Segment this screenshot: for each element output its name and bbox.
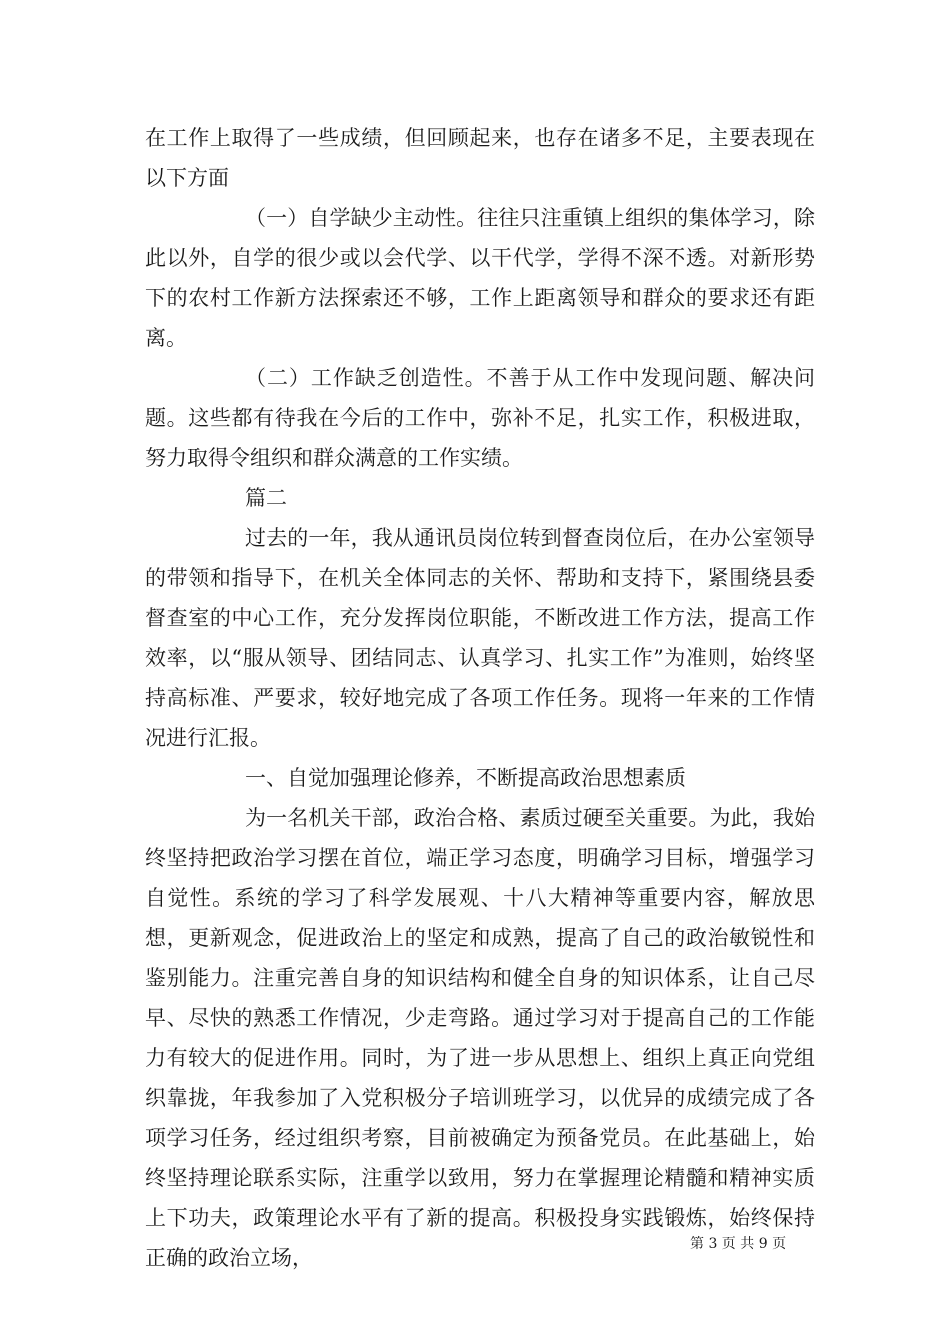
section-heading-part-two: 篇二: [245, 486, 287, 510]
paragraph-intro: 过去的一年，我从通讯员岗位转到督查岗位后，在办公室领导的带领和指导下，在机关全体同志的关怀、帮助和支持下，紧围绕县委督查室的中心工作，充分发挥岗位职能，不断改进工作方法，提高工作效率，以“服从领导、团结同志、认真学习、扎实工作”为准则，始终坚持高标准、严要求，较好地完成了各项工作任务。现将一年来的工作情况进行汇报。: [145, 526, 815, 750]
document-body: [145, 118, 815, 1278]
page-number-footer: 第 3 页 共 9 页: [690, 1236, 787, 1252]
paragraph-theory-body: 为一名机关干部，政治合格、素质过硬至关重要。为此，我始终坚持把政治学习摆在首位，端正学习态度，明确学习目标，增强学习自觉性。系统的学习了科学发展观、十八大精神等重要内容，解放思想，更新观念，促进政治上的坚定和成熟，提高了自己的政治敏锐性和鉴别能力。注重完善自身的知识结构和健全自身的知识体系，让自己尽早、尽快的熟悉工作情况，少走弯路。通过学习对于提高自己的工作能力有较大的促进作用。同时，为了进一步从思想上、组织上真正向党组织靠拢，年我参加了入党积极分子培训班学习，以优异的成绩完成了各项学习任务，经过组织考察，目前被确定为预备党员。在此基础上，始终坚持理论联系实际，注重学以致用，努力在掌握理论精髓和精神实质上下功夫，政策理论水平有了新的提高。积极投身实践锻炼，始终保持正确的政治立场，: [145, 806, 815, 1270]
paragraph-point-one: （一）自学缺少主动性。往往只注重镇上组织的集体学习，除此以外，自学的很少或以会代学、以干代学，学得不深不透。对新形势下的农村工作新方法探索还不够，工作上距离领导和群众的要求还有距离。: [145, 206, 815, 350]
paragraph-continuation: 在工作上取得了一些成绩，但回顾起来，也存在诸多不足，主要表现在以下方面: [145, 126, 815, 190]
section-heading-theory: 一、自觉加强理论修养，不断提高政治思想素质: [245, 766, 686, 790]
paragraph-point-two: （二）工作缺乏创造性。不善于从工作中发现问题、解决问题。这些都有待我在今后的工作中，弥补不足，扎实工作，积极进取，努力取得令组织和群众满意的工作实绩。: [145, 366, 815, 470]
